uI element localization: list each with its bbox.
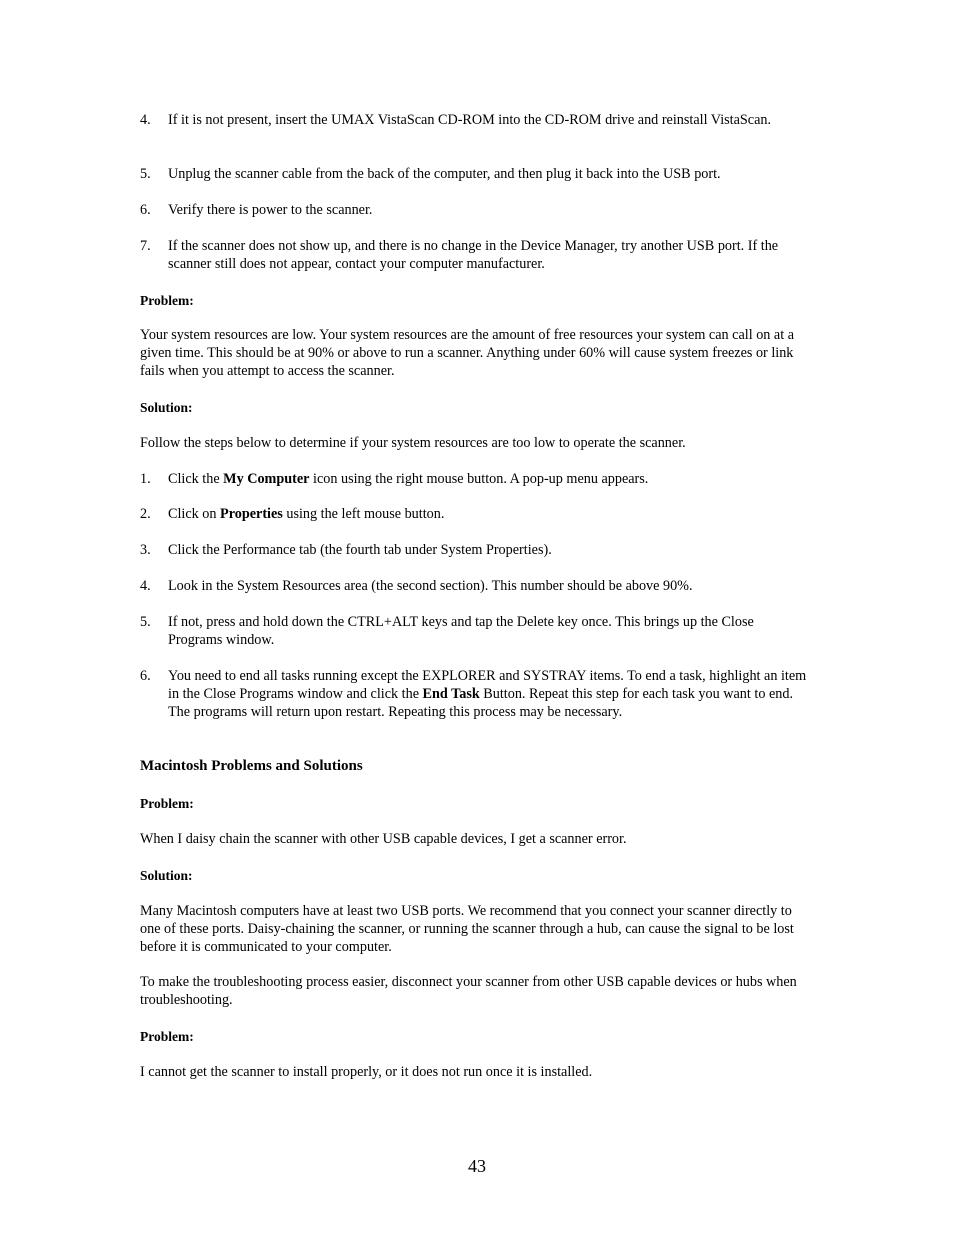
problem-text: When I daisy chain the scanner with other USB capable devices, I get a scanner error. <box>140 831 627 847</box>
section-heading: Macintosh Problems and Solutions <box>140 758 363 774</box>
solution-heading: Solution: <box>140 868 193 883</box>
solution-paragraph: To make the troubleshooting process easier, disconnect your scanner from other USB capable devices or hubs when troubleshooting. <box>140 974 797 1008</box>
list-item: 2. Click on Properties using the left mouse button. <box>140 506 445 522</box>
problem-text: Your system resources are low. Your system resources are the amount of free resources your system can call on at a given time. This should be at 90% or above to run a scanner. Anything under 60% will cause system freezes or link fails when you attempt to access the scanner. <box>140 327 795 379</box>
list-item: 6. You need to end all tasks running except the EXPLORER and SYSTRAY items. To end a task, highlight an item in the Close Programs window and click the End Task Button. Repeat this step for each task you want to end. The programs will return upon restart. Repeating this process may be necessary. <box>140 668 807 720</box>
problem-heading: Problem: <box>140 293 194 308</box>
solution-heading: Solution: <box>140 400 193 415</box>
list-item: 4. Look in the System Resources area (the second section). This number should be above 90%. <box>140 578 693 594</box>
list-item: 1. Click the My Computer icon using the right mouse button. A pop-up menu appears. <box>140 471 649 487</box>
list-item: 4. If it is not present, insert the UMAX VistaScan CD-ROM into the CD-ROM drive and reinstall VistaScan. <box>140 112 772 128</box>
problem-heading: Problem: <box>140 1029 194 1044</box>
problem-text: I cannot get the scanner to install properly, or it does not run once it is installed. <box>140 1064 593 1080</box>
solution-intro: Follow the steps below to determine if your system resources are too low to operate the scanner. <box>140 435 686 451</box>
list-item: 7. If the scanner does not show up, and there is no change in the Device Manager, try another USB port. If the scanner still does not appear, contact your computer manufacturer. <box>140 238 779 272</box>
list-item: 5. If not, press and hold down the CTRL+ALT keys and tap the Delete key once. This brings up the Close Programs window. <box>140 614 754 648</box>
page-number: 43 <box>468 1156 486 1176</box>
problem-heading: Problem: <box>140 796 194 811</box>
solution-paragraph: Many Macintosh computers have at least two USB ports. We recommend that you connect your scanner directly to one of these ports. Daisy-chaining the scanner, or running the scanner through a hub, can cause the signal to be lost before it is communicated to your computer. <box>140 903 794 955</box>
list-item: 6. Verify there is power to the scanner. <box>140 202 373 218</box>
list-item: 3. Click the Performance tab (the fourth tab under System Properties). <box>140 542 552 558</box>
list-item: 5. Unplug the scanner cable from the back of the computer, and then plug it back into the USB port. <box>140 166 721 182</box>
